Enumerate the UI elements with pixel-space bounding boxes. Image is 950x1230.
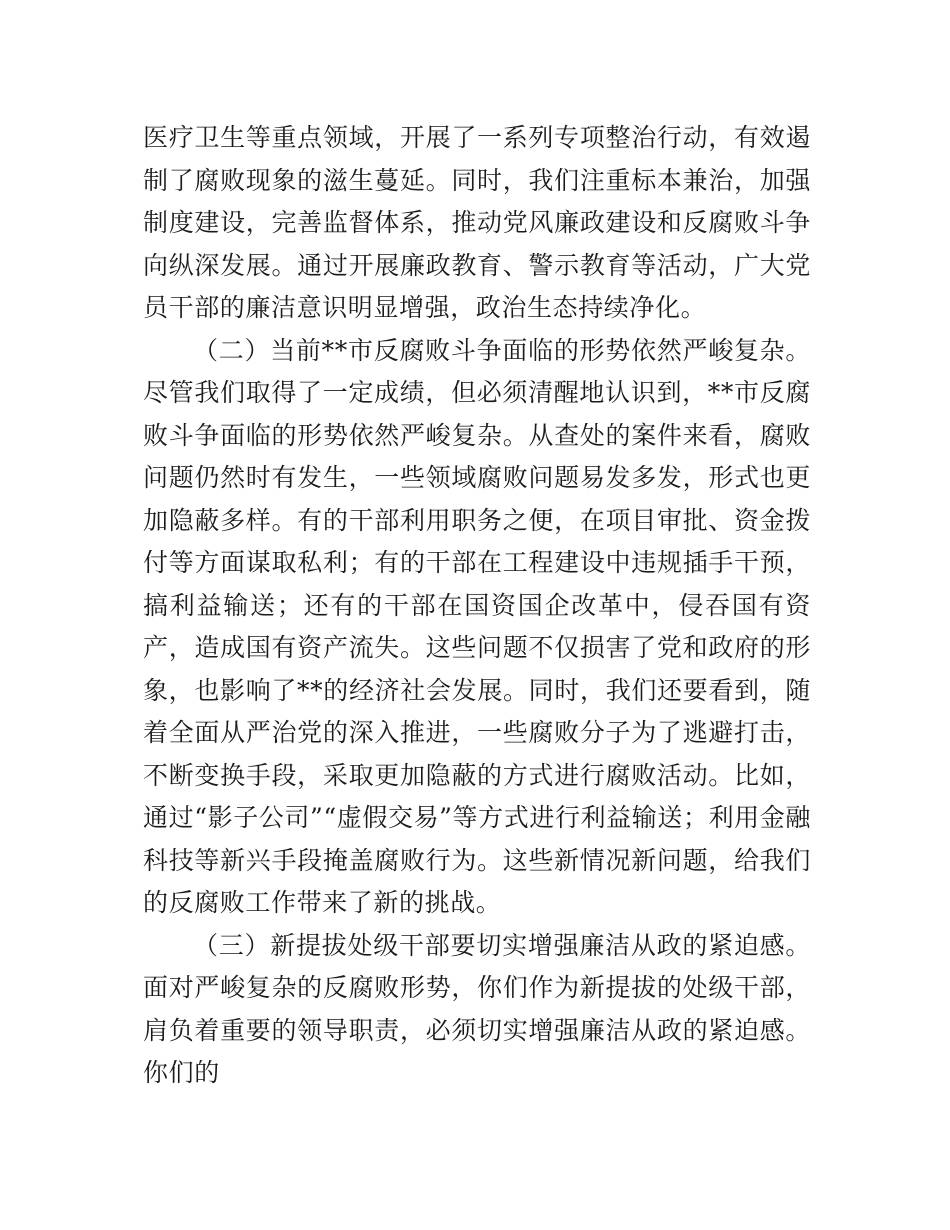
paragraph-section-3: （三）新提拔处级干部要切实增强廉洁从政的紧迫感。面对严峻复杂的反腐败形势，你们作为新提拔的处级干部，肩负着重要的领导职责，必须切实增强廉洁从政的紧迫感。你们的 bbox=[143, 930, 811, 1087]
document-body bbox=[143, 117, 811, 1095]
paragraph-continuation: 医疗卫生等重点领域，开展了一系列专项整治行动，有效遏制了腐败现象的滋生蔓延。同时，我们注重标本兼治，加强制度建设，完善监督体系，推动党风廉政建设和反腐败斗争向纵深发展。通过开展廉政教育、警示教育等活动，广大党员干部的廉洁意识明显增强，政治生态持续净化。 bbox=[143, 123, 811, 322]
paragraph-section-2: （二）当前**市反腐败斗争面临的形势依然严峻复杂。尽管我们取得了一定成绩，但必须清醒地认识到，**市反腐败斗争面临的形势依然严峻复杂。从查处的案件来看，腐败问题仍然时有发生，一些领域腐败问题易发多发，形式也更加隐蔽多样。有的干部利用职务之便，在项目审批、资金拨付等方面谋取私利；有的干部在工程建设中违规插手干预，搞利益输送；还有的干部在国资国企改革中，侵吞国有资产，造成国有资产流失。这些问题不仅损害了党和政府的形象，也影响了**的经济社会发展。同时，我们还要看到，随着全面从严治党的深入推进，一些腐败分子为了逃避打击，不断变换手段，采取更加隐蔽的方式进行腐败活动。比如，通过“影子公司”“虚假交易”等方式进行利益输送；利用金融科技等新兴手段掩盖腐败行为。这些新情况新问题，给我们的反腐败工作带来了新的挑战。 bbox=[143, 335, 811, 917]
